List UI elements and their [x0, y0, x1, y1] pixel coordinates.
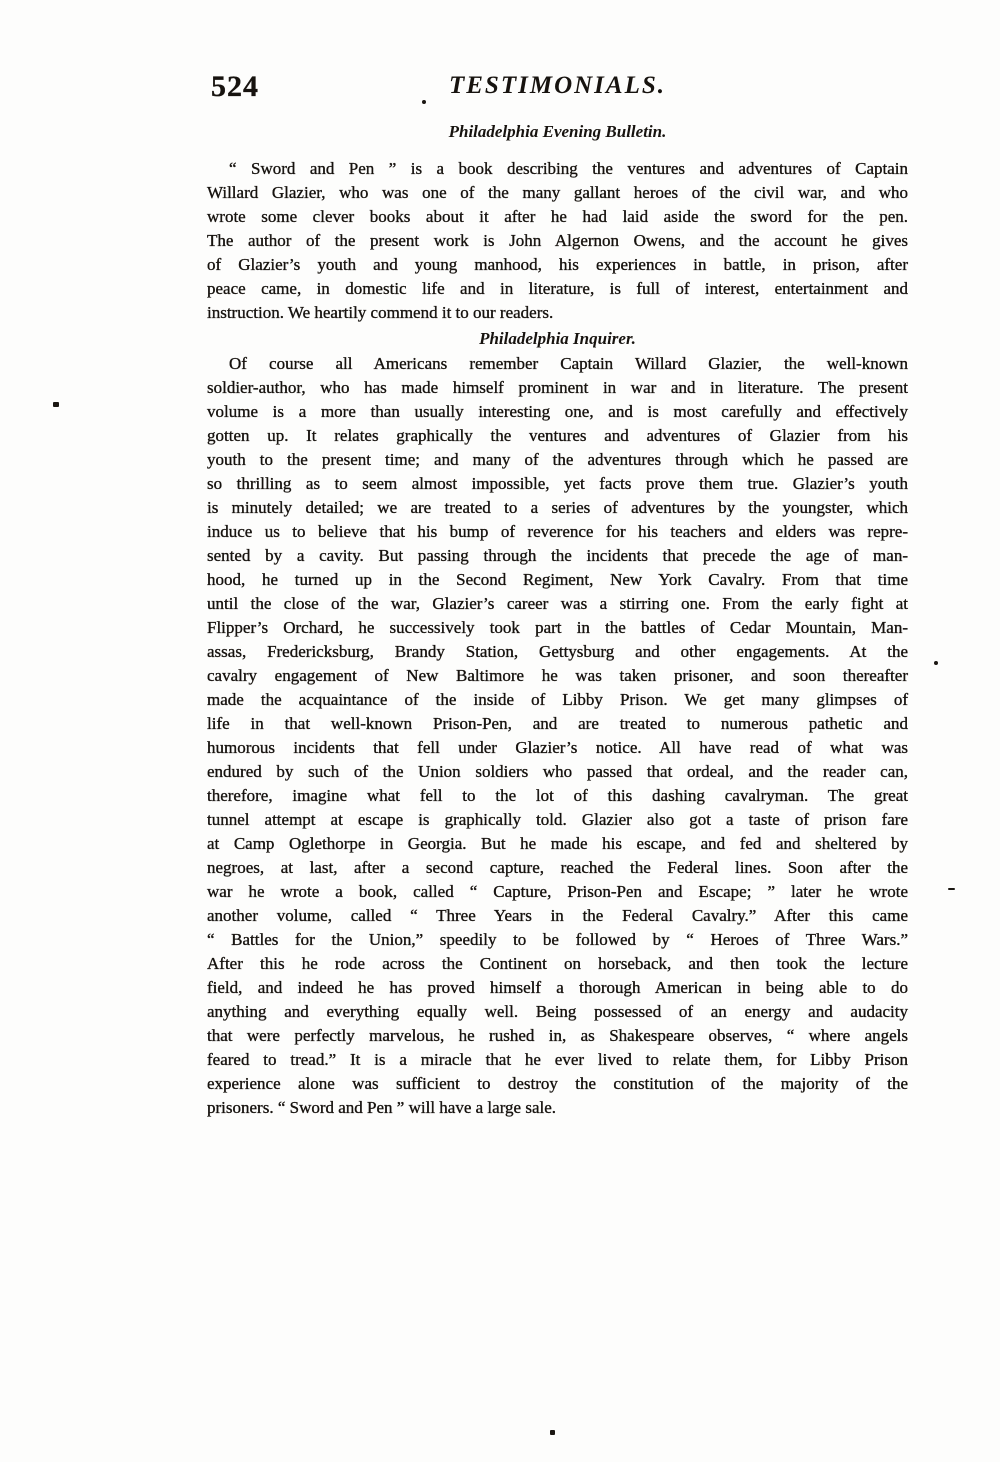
page-number: 524	[211, 70, 259, 103]
text-line: wrote some clever books about it after he had laid aside the sword for the pen.	[207, 207, 908, 226]
section-heading: Philadelphia Inquirer.	[479, 329, 636, 348]
text-line: sented by a cavity. But passing through the incidents that precede the age of man-	[207, 546, 908, 565]
scan-speck	[422, 100, 426, 104]
text-line: prisoners. “ Sword and Pen ” will have a large sale.	[207, 1098, 557, 1117]
text-line: negroes, at last, after a second capture, reached the Federal lines. Soon after the	[207, 858, 908, 877]
text-line: youth to the present time; and many of the adventures through which he passed are	[207, 450, 908, 469]
section-heading: Philadelphia Evening Bulletin.	[448, 122, 667, 141]
text-line: volume is a more than usually interesting one, and is most carefully and effectively	[207, 402, 908, 421]
text-line: another volume, called “ Three Years in the Federal Cavalry.” After this came	[207, 906, 908, 925]
scan-speck	[550, 1430, 555, 1435]
text-line: instruction. We heartily commend it to our readers.	[207, 303, 554, 322]
text-line: hood, he turned up in the Second Regiment, New York Cavalry. From that time	[207, 570, 908, 589]
text-line: humorous incidents that fell under Glazier’s notice. All have read of what was	[207, 738, 908, 757]
text-line: anything and everything equally well. Being possessed of an energy and audacity	[207, 1002, 908, 1021]
text-line: is minutely detailed; we are treated to a series of adventures by the youngster, which	[207, 498, 908, 517]
scan-speck	[53, 402, 59, 407]
text-line: “ Battles for the Union,” speedily to be followed by “ Heroes of Three Wars.”	[207, 930, 908, 949]
text-line: of Glazier’s youth and young manhood, his experiences in battle, in prison, after	[207, 255, 908, 274]
text-line: made the acquaintance of the inside of Libby Prison. We get many glimpses of	[207, 690, 908, 709]
text-line: at Camp Oglethorpe in Georgia. But he made his escape, and fed and sheltered by	[207, 834, 908, 853]
text-line: experience alone was sufficient to destroy the constitution of the majority of the	[207, 1074, 908, 1093]
text-line: cavalry engagement of New Baltimore he was taken prisoner, and soon thereafter	[207, 666, 908, 685]
text-line: therefore, imagine what fell to the lot of this dashing cavalryman. The great	[207, 786, 908, 805]
paragraph	[207, 352, 908, 1120]
text-line: assas, Fredericksburg, Brandy Station, Gettysburg and other engagements. At the	[207, 642, 908, 661]
text-line: feared to tread.” It is a miracle that he ever lived to relate them, for Libby Prison	[207, 1050, 908, 1069]
text-line: endured by such of the Union soldiers who passed that ordeal, and the reader can,	[207, 762, 908, 781]
text-line: until the close of the war, Glazier’s career was a stirring one. From the early fight at	[207, 594, 908, 613]
text-line: Willard Glazier, who was one of the many gallant heroes of the civil war, and who	[207, 183, 908, 202]
page-title: TESTIMONIALS.	[448, 72, 666, 99]
text-line: gotten up. It relates graphically the ventures and adventures of Glazier from his	[207, 426, 908, 445]
text-line: that were perfectly marvelous, he rushed in, as Shakespeare observes, “ where angels	[207, 1026, 908, 1045]
text-line: induce us to believe that his bump of reverence for his teachers and elders was repre-	[207, 522, 908, 541]
text-line: peace came, in domestic life and in literature, is full of interest, entertainment and	[207, 279, 908, 298]
scan-speck	[934, 661, 938, 665]
text-line: soldier-author, who has made himself prominent in war and in literature. The present	[207, 378, 908, 397]
text-line: life in that well-known Prison-Pen, and are treated to numerous pathetic and	[207, 714, 908, 733]
text-line: Of course all Americans remember Captain Willard Glazier, the well-known	[229, 354, 908, 373]
text-line: “ Sword and Pen ” is a book describing the ventures and adventures of Captain	[229, 159, 908, 178]
text-line: The author of the present work is John Algernon Owens, and the account he gives	[207, 231, 908, 250]
text-line: so thrilling as to seem almost impossible, yet facts prove them true. Glazier’s youth	[207, 474, 908, 493]
scan-speck	[948, 888, 955, 890]
text-line: tunnel attempt at escape is graphically told. Glazier also got a taste of prison fare	[207, 810, 908, 829]
text-line: war he wrote a book, called “ Capture, Prison-Pen and Escape; ” later he wrote	[207, 882, 908, 901]
text-line: field, and indeed he has proved himself a thorough American in being able to do	[207, 978, 908, 997]
paragraph	[207, 157, 908, 325]
text-line: Flipper’s Orchard, he successively took part in the battles of Cedar Mountain, Man-	[207, 618, 908, 637]
text-line: After this he rode across the Continent on horseback, and then took the lecture	[207, 954, 908, 973]
